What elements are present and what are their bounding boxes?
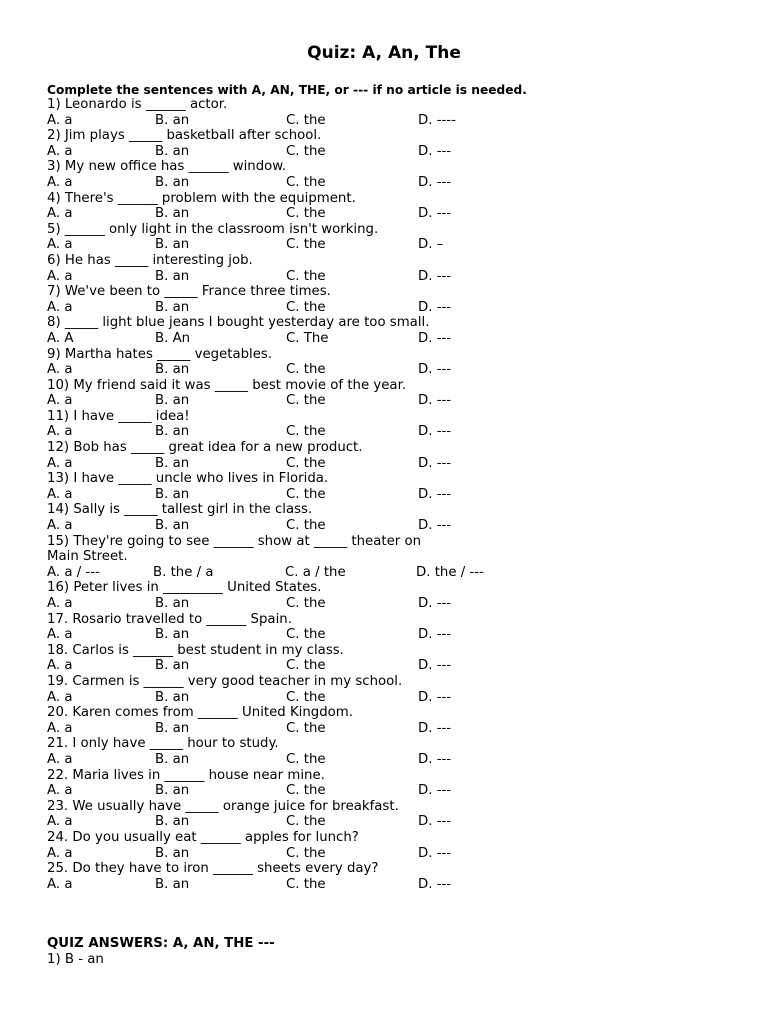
- option-c: C. the: [286, 518, 326, 534]
- question-item: [47, 409, 737, 440]
- answer-options: [47, 721, 737, 737]
- question-text: 4) There's ______ problem with the equipment.: [47, 190, 356, 206]
- option-a: A. a: [47, 299, 73, 315]
- answer-options: [47, 518, 737, 534]
- option-a: A. a: [47, 486, 73, 502]
- answer-options: [47, 424, 737, 440]
- question-text: 7) We've been to _____ France three times.: [47, 284, 331, 300]
- option-d: D. ---: [418, 424, 452, 440]
- option-b: B. an: [155, 720, 190, 736]
- option-d: D. ---: [418, 455, 452, 471]
- question-text: 12) Bob has _____ great idea for a new product.: [47, 440, 363, 456]
- answer-options: [47, 627, 737, 643]
- answer-options: [47, 846, 737, 862]
- option-c: C. the: [286, 689, 326, 705]
- question-item: [47, 861, 737, 892]
- answers-heading: QUIZ ANSWERS: A, AN, THE ---: [47, 936, 275, 951]
- option-a: A. a: [47, 424, 73, 440]
- option-d: D. ---: [418, 143, 452, 159]
- answer-options: [47, 144, 737, 160]
- option-d: D. ---: [418, 845, 452, 861]
- option-a: A. a: [47, 720, 73, 736]
- option-b: B. an: [155, 143, 190, 159]
- question-item: [47, 378, 737, 409]
- option-d: D. ---: [418, 814, 452, 830]
- option-c: C. the: [286, 424, 326, 440]
- option-a: A. A: [47, 330, 74, 346]
- answer-options: [47, 565, 737, 581]
- option-b: B. an: [155, 751, 190, 767]
- answer-options: [47, 596, 737, 612]
- option-d: D. ---: [418, 393, 452, 409]
- option-a: A. a: [47, 658, 73, 674]
- answer-options: [47, 487, 737, 503]
- question-text: 25. Do they have to iron ______ sheets every day?: [47, 861, 379, 877]
- answer-options: [47, 814, 737, 830]
- option-c: C. the: [286, 237, 326, 253]
- question-item: [47, 534, 737, 581]
- option-d: D. ---: [418, 362, 452, 378]
- option-a: A. a: [47, 814, 73, 830]
- question-item: [47, 471, 737, 502]
- option-b: B. an: [155, 237, 190, 253]
- answer-item: 1) B - an: [47, 952, 104, 967]
- question-text: 8) _____ light blue jeans I bought yesterday are too small.: [47, 315, 430, 331]
- question-item: [47, 612, 737, 643]
- question-item: [47, 284, 737, 315]
- option-c: C. the: [286, 299, 326, 315]
- option-a: A. a: [47, 783, 73, 799]
- question-item: [47, 347, 737, 378]
- question-text: 5) ______ only light in the classroom isn't working.: [47, 221, 379, 237]
- question-item: [47, 222, 737, 253]
- question-text: 23. We usually have _____ orange juice for breakfast.: [47, 798, 399, 814]
- option-d: D. ---: [418, 876, 452, 892]
- option-b: B. an: [155, 424, 190, 440]
- option-d: D. ---: [418, 518, 452, 534]
- question-text: 22. Maria lives in ______ house near mine.: [47, 767, 325, 783]
- quiz-title: Quiz: A, An, The: [307, 43, 461, 63]
- option-c: C. the: [286, 720, 326, 736]
- option-b: B. an: [155, 814, 190, 830]
- option-c: C. The: [286, 330, 329, 346]
- option-b: B. an: [155, 393, 190, 409]
- option-c: C. the: [286, 143, 326, 159]
- answer-options: [47, 393, 737, 409]
- option-b: B. an: [155, 268, 190, 284]
- answer-options: [47, 237, 737, 253]
- option-b: B. an: [155, 299, 190, 315]
- option-a: A. a: [47, 362, 73, 378]
- option-a: A. a: [47, 174, 73, 190]
- option-d: D. ----: [418, 112, 456, 128]
- option-d: D. ---: [418, 627, 452, 643]
- question-text: Main Street.: [47, 549, 128, 565]
- option-d: D. ---: [418, 783, 452, 799]
- question-item: [47, 830, 737, 861]
- question-text: 24. Do you usually eat ______ apples for lunch?: [47, 829, 359, 845]
- option-a: A. a: [47, 596, 73, 611]
- option-b: B. An: [155, 330, 191, 346]
- option-d: D. ---: [418, 486, 452, 502]
- option-c: C. the: [286, 174, 326, 190]
- question-text: 20. Karen comes from ______ United Kingdom.: [47, 705, 353, 721]
- question-text: 14) Sally is _____ tallest girl in the class.: [47, 502, 313, 518]
- option-d: D. ---: [418, 268, 452, 284]
- option-b: B. an: [155, 876, 190, 892]
- option-a: A. a: [47, 143, 73, 159]
- option-c: C. the: [286, 658, 326, 674]
- question-item: [47, 440, 737, 471]
- option-c: C. the: [286, 393, 326, 409]
- option-c: C. the: [286, 112, 326, 128]
- option-a: A. a: [47, 268, 73, 284]
- question-text: 11) I have _____ idea!: [47, 408, 190, 424]
- question-text: 1) Leonardo is ______ actor.: [47, 97, 228, 112]
- option-c: C. the: [286, 783, 326, 799]
- option-c: C. a / the: [285, 564, 346, 580]
- option-a: A. a: [47, 876, 73, 892]
- question-item: [47, 191, 737, 222]
- option-b: B. an: [155, 206, 190, 222]
- option-a: A. a: [47, 627, 73, 643]
- option-a: A. a: [47, 455, 73, 471]
- option-a: A. a: [47, 393, 73, 409]
- question-item: [47, 736, 737, 767]
- option-c: C. the: [286, 455, 326, 471]
- answer-options: [47, 362, 737, 378]
- option-b: B. an: [155, 455, 190, 471]
- option-b: B. an: [155, 658, 190, 674]
- question-text: 21. I only have _____ hour to study.: [47, 736, 279, 752]
- option-d: D. ---: [418, 174, 452, 190]
- option-d: D. ---: [418, 330, 452, 346]
- answer-options: [47, 456, 737, 472]
- question-item: [47, 128, 737, 159]
- option-d: D. ---: [418, 689, 452, 705]
- option-a: A. a: [47, 206, 73, 222]
- answer-options: [47, 331, 737, 347]
- option-d: D. ---: [418, 299, 452, 315]
- answer-options: [47, 690, 737, 706]
- question-item: [47, 674, 737, 705]
- option-d: D. the / ---: [416, 564, 484, 580]
- question-text: 3) My new office has ______ window.: [47, 159, 287, 175]
- option-a: A. a: [47, 845, 73, 861]
- question-text: 17. Rosario travelled to ______ Spain.: [47, 611, 292, 627]
- question-item: [47, 253, 737, 284]
- answer-options: [47, 752, 737, 768]
- question-text: 19. Carmen is ______ very good teacher in my school.: [47, 673, 403, 689]
- option-b: B. an: [155, 627, 190, 643]
- option-c: C. the: [286, 596, 326, 611]
- answer-options: [47, 658, 737, 674]
- option-a: A. a: [47, 518, 73, 534]
- question-item: [47, 97, 737, 128]
- quiz-body: [47, 81, 737, 892]
- option-b: B. an: [155, 596, 190, 611]
- question-text: 6) He has _____ interesting job.: [47, 252, 253, 268]
- option-b: B. an: [155, 362, 190, 378]
- option-c: C. the: [286, 814, 326, 830]
- question-list: [47, 97, 737, 892]
- question-text: 16) Peter lives in _________ United States.: [47, 580, 322, 596]
- option-b: B. an: [155, 689, 190, 705]
- option-a: A. a: [47, 689, 73, 705]
- option-c: C. the: [286, 268, 326, 284]
- question-item: [47, 768, 737, 799]
- option-b: B. an: [155, 845, 190, 861]
- option-d: D. ---: [418, 596, 452, 611]
- option-d: D. ---: [418, 751, 452, 767]
- answer-options: [47, 783, 737, 799]
- question-text: 18. Carlos is ______ best student in my class.: [47, 642, 344, 658]
- question-item: [47, 705, 737, 736]
- option-a: A. a / ---: [47, 564, 100, 580]
- option-b: B. an: [155, 112, 190, 128]
- option-a: A. a: [47, 751, 73, 767]
- option-d: D. ---: [418, 206, 452, 222]
- answer-options: [47, 269, 737, 285]
- answers-section: [47, 936, 737, 968]
- answer-options: [47, 206, 737, 222]
- option-a: A. a: [47, 112, 73, 128]
- option-c: C. the: [286, 362, 326, 378]
- question-text: 10) My friend said it was _____ best movie of the year.: [47, 377, 407, 393]
- option-c: C. the: [286, 845, 326, 861]
- option-b: B. an: [155, 486, 190, 502]
- question-item: [47, 580, 737, 611]
- option-b: B. an: [155, 518, 190, 534]
- question-text: 2) Jim plays _____ basketball after school.: [47, 128, 322, 144]
- option-d: D. ---: [418, 720, 452, 736]
- question-item: [47, 643, 737, 674]
- option-c: C. the: [286, 206, 326, 222]
- option-c: C. the: [286, 627, 326, 643]
- answer-options: [47, 113, 737, 129]
- option-a: A. a: [47, 237, 73, 253]
- question-text: 9) Martha hates _____ vegetables.: [47, 346, 273, 362]
- option-b: B. an: [155, 783, 190, 799]
- question-text: 13) I have _____ uncle who lives in Florida.: [47, 471, 329, 487]
- option-d: D. –: [418, 237, 444, 253]
- option-b: B. an: [155, 174, 190, 190]
- option-d: D. ---: [418, 658, 452, 674]
- option-b: B. the / a: [153, 564, 214, 580]
- answer-options: [47, 175, 737, 191]
- question-item: [47, 315, 737, 346]
- option-c: C. the: [286, 876, 326, 892]
- quiz-instructions: Complete the sentences with A, AN, THE, or --- if no article is needed.: [47, 83, 527, 97]
- answer-options: [47, 877, 737, 893]
- question-text: 15) They're going to see ______ show at _____ theater on: [47, 533, 422, 549]
- question-item: [47, 799, 737, 830]
- answer-options: [47, 300, 737, 316]
- option-c: C. the: [286, 486, 326, 502]
- answer-list: [47, 952, 737, 968]
- question-item: [47, 502, 737, 533]
- option-c: C. the: [286, 751, 326, 767]
- question-item: [47, 159, 737, 190]
